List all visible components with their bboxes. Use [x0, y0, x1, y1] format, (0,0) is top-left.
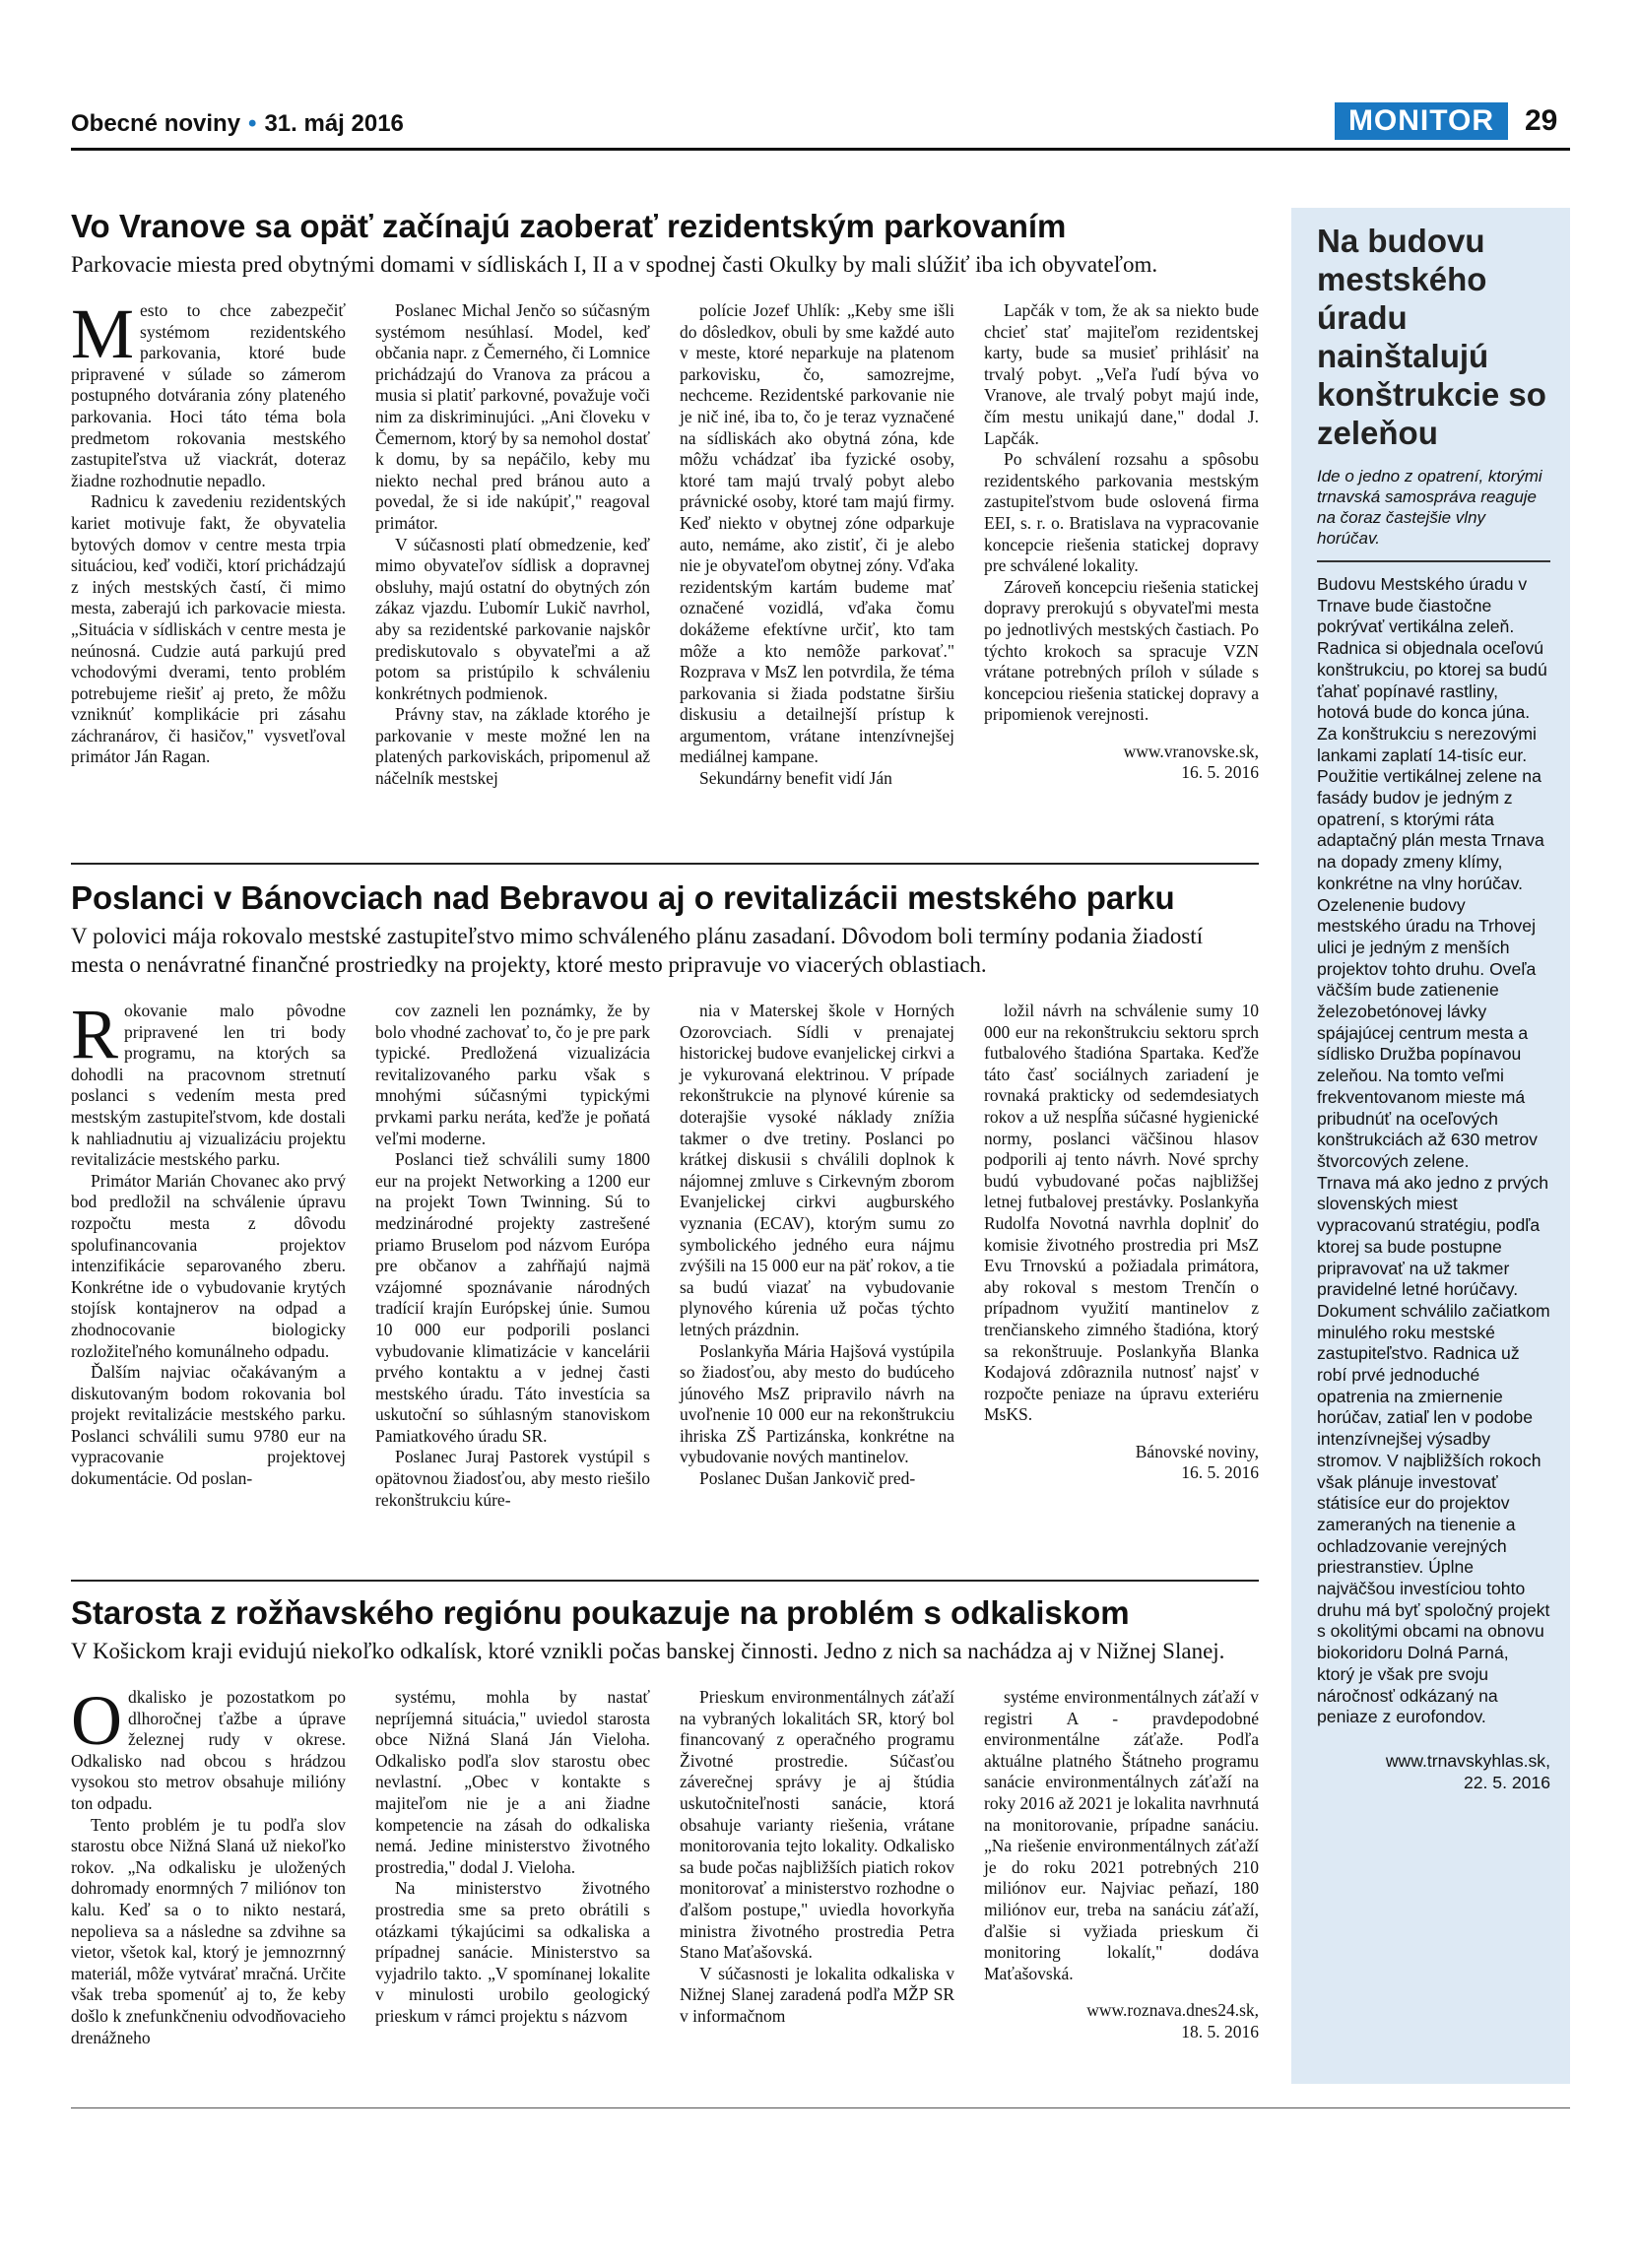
sidebar-paragraph: Budovu Mestského úradu v Trnave bude čiastočne pokrývať vertikálna zeleň. Radnica si objednala oceľovú konštrukciu, po ktorej sa budú ťahať popínavé rastliny, hotová bude do konca júna. Za konštrukciu s nerezovými lankami zaplatí 14-tisíc eur. [1317, 574, 1547, 765]
sidebar-paragraph: Použitie vertikálnej zelene na fasády budov je jedným z opatrení, s ktorými ráta adaptačný plán mesta Trnava na dopady zmeny klímy, konkrétne na vlny horúčav. [1317, 766, 1544, 893]
article-paragraph: Primátor Marián Chovanec ako prvý bod predložil na schválenie úpravu rozpočtu mesta z dôvodu spolufinancovania projektov intenzifikácie separovaného zberu. Konkrétne ide o vybudovanie krytých stojísk kontajnerov na odpad a zhodnocovanie biologicky rozložiteľného komunálneho odpadu. [71, 1170, 346, 1361]
article-columns [71, 995, 1259, 1511]
article-paragraph: Sekundárny benefit vidí Ján [699, 768, 892, 789]
article-column [71, 995, 346, 1511]
header-rule [71, 148, 1570, 151]
sidebar-paragraph: Trnava má ako jedno z prvých slovenských miest vypracovanú stratégiu, podľa ktorej sa bude postupne pripravovať na už takmer pravidelné letné horúčavy. Dokument schválilo začiatkom minulého roku mestské zastupiteľstvo. Radnica už robí prvé jednoduché opatrenia na zmiernenie horúčav, zatiaľ len v podobe intenzívnejšej výsadby stromov. V najbližších rokoch však plánuje investovať státisíce eur do projektov zameraných na tienenie a ochladzovanie verejných priestranstiev. Úplne najväčšou investíciou tohto druhu má byť spoločný projekt s okolitými obcami na obnovu biokoridoru Dolná Parná, ktorý je však pre svoju náročnosť odkázaný na peniaze z eurofondov. [1317, 1172, 1550, 1727]
footer-rule [71, 2107, 1570, 2108]
article-paragraph: Poslanci tiež schválili sumy 1800 eur na projekt Networking a 1200 eur na projekt Town Twinning. Sú to medzinárodné projekty zastrešené priamo Bruselom pod názvom Európa pre občanov a zahŕňajú najmä vzájomné spoznávanie národných tradícií krajín Európskej únie. Sumou 10 000 eur podporili poslanci vybudovanie klimatizácie v kancelárii prvého kontaktu a v jednej časti mestského úradu. Táto investícia sa uskutoční so súhlasným stanoviskom Pamiatkového úradu SR. [375, 1149, 650, 1446]
article-source-date: 18. 5. 2016 [1181, 2021, 1259, 2041]
section-badge: MONITOR [1335, 102, 1508, 140]
issue-date: 31. máj 2016 [264, 110, 404, 137]
sidebar-lead: Ide o jedno z opatrení, ktorými trnavská samospráva reaguje na čoraz častejšie vlny horúčav. [1317, 466, 1550, 562]
article-source [984, 1442, 1259, 1484]
article-source-site: www.roznava.dnes24.sk, [1086, 2000, 1259, 2021]
article-column [984, 1687, 1259, 2048]
article-source-date: 16. 5. 2016 [1181, 1462, 1259, 1483]
article-source-date: 16. 5. 2016 [1181, 762, 1259, 783]
article-column [984, 1001, 1259, 1511]
article-paragraph: Ďalším najviac očakávaným a diskutovaným bodom rokovania bol projekt revitalizácie mestského parku. Poslanci schválili sumu 9780 eur na vypracovanie projektovej dokumentácie. Od poslan- [71, 1362, 346, 1489]
article-columns [71, 294, 1259, 790]
article-paragraph: Zároveň koncepciu riešenia statickej dopravy prerokujú s obyvateľmi mesta po jednotlivých mestských častiach. Po týchto krokoch sa spracuje VZN vrátane potrebných príloh v súlade s koncepciou riešenia statickej dopravy a pripomienok verejnosti. [984, 576, 1259, 725]
article-column [984, 300, 1259, 790]
article-paragraph: systému, mohla by nastať nepríjemná situácia," uviedol starosta obce Nižná Slaná Ján Vieloha. Odkalisko podľa slov starostu obec nevlastní. „Obec v kontakte s majiteľom nie je a ani žiadne kompetencie na zásah do odkaliska nemá. Jedine ministerstvo životného prostredia," dodal J. Vieloha. [375, 1687, 650, 1877]
article-paragraph: Poslankyňa Mária Hajšová vystúpila so žiadosťou, aby mesto do budúceho júnového MsZ pripravilo návrh na uvoľnenie 10 000 eur na rekonštrukciu ihriska ZŠ Partizánska, konkrétne na vybudovanie nových mantinelov. [680, 1340, 954, 1467]
article-paragraph: ložil návrh na schválenie sumy 10 000 eur na rekonštrukciu sektoru sprch futbalového štadióna Spartaka. Keďže táto časť sociálnych zariadení je rovnaká prakticky od sedemdesiatych rokov a už nespĺňa súčasné hygienické normy, poslanci väčšinou hlasov podporili aj tento návrh. Nové sprchy budú vybudované počas najbližšej letnej futbalovej prestávky. Poslankyňa Rudolfa Novotná navrhla doplniť do komisie životného prostredia pri MsZ Evu Trnovskú a požiadala primátora, aby rokoval s mestom Trenčín o prípadnom využití mantinelov z trenčianskeho zimného štadióna, ktorý sa rekonštruuje. Poslankyňa Blanka Kodajová zdôraznila nutnosť najsť v rozpočte peniaze na úpravu exteriéru MsKS. [984, 1001, 1259, 1425]
article-paragraph: Právny stav, na základe ktorého je parkovanie v meste možné len na platených parkoviskách, pripomenul až náčelník mestskej [375, 704, 650, 789]
article-paragraph: Radnicu k zavedeniu rezidentských kariet motivuje fakt, že obyvatelia bytových domov v centre mesta trpia situáciou, keď vodiči, ktorí prichádzajú z iných mestských častí, či mimo mesta, zaberajú ich parkovacie miesta. „Situácia v sídliskách v centre mesta je neúnosná. Cudzie autá parkujú pred vchodovými dverami, tento problém potrebujeme riešiť aj preto, že môžu vzniknúť komplikácie pri zásahu záchranárov, či hasičov," vysvetľoval primátor Ján Ragan. [71, 491, 346, 767]
article-paragraph: Poslanec Juraj Pastorek vystúpil s opätovnou žiadosťou, aby mesto riešilo rekonštrukciu kúre- [375, 1447, 650, 1510]
article-column [680, 1001, 954, 1511]
page-number: 29 [1525, 104, 1558, 137]
article-paragraph: Na ministerstvo životného prostredia sme sa preto obrátili s otázkami týkajúcimi sa odkaliska a prípadnej sanácie. Ministerstvo sa vyjadrilo takto. „V spomínanej lokalite v minulosti urobilo geologický prieskum v rámci projektu s názvom [375, 1878, 650, 2026]
article-paragraph: Po schválení rozsahu a spôsobu rezidentského parkovania mestským zastupiteľstvom bude oslovená firma EEI, s. r. o. Bratislava na vypracovanie koncepcie riešenia statickej dopravy pre schválené lokality. [984, 449, 1259, 576]
article-paragraph: Tento problém je tu podľa slov starostu obce Nižná Slaná už niekoľko rokov. „Na odkalisku je uložených dohromady enormných 7 miliónov ton kalu. Keď sa o to nikto nestará, nepolieva sa a následne sa zdvihne sa vietor, všetok kal, ktorý je jemnozrnný materiál, môže vytvárať mračná. Určite však treba spomenúť aj to, že keby došlo k znefunkčneniu odvodňovacieho drenážneho [71, 1814, 346, 2047]
article-divider [71, 863, 1259, 865]
article-banovce-park [71, 878, 1259, 1511]
sidebar-source [1317, 1750, 1550, 1793]
article-paragraph-text: okovanie malo pôvodne pripravené len tri body programu, na ktorých sa dohodli na pracovnom stretnutí poslanci s vedením mesta pred mestským zastupiteľstvom, kde dostali k nahliadnutiu aj vizualizáciu projektu revitalizácie mestského parku. [71, 1001, 346, 1170]
article-paragraph: cov zazneli len poznámky, že by bolo vhodné zachovať to, čo je pre park typické. Predložená vizualizácia revitalizovaného parku však s mnohými súčasnými typickými prvkami parku neráta, keďže je poňatá veľmi moderne. [375, 1001, 650, 1148]
sidebar-body [1317, 574, 1550, 1728]
sidebar-paragraph: Ozelenenie budovy mestského úradu na Trhovej ulici je jedným z menších projektov tohto druhu. Oveľa väčším bude zatienenie železobetónovej lávky spájajúcej centrum mesta a sídlisko Družba popínavou zeleňou. Na tomto veľmi frekventovanom mieste má pribudnúť na oceľových konštrukciách až 630 metrov štvorcových zelene. [1317, 894, 1538, 1171]
article-title: Vo Vranove sa opäť začínajú zaoberať rezidentským parkovaním [71, 208, 1067, 244]
article-source-site: Bánovské noviny, [1135, 1441, 1259, 1461]
article-subtitle: Parkovacie miesta pred obytnými domami v sídliskách I, II a v spodnej časti Okulky by mali slúžiť iba ich obyvateľom. [71, 252, 1158, 277]
article-subtitle: V polovici mája rokovalo mestské zastupiteľstvo mimo schváleného plánu zasadaní. Dôvodom boli termíny podania žiadostí mesta o nenávratné finančné prostriedky na projekty, ktoré mesto pripravuje vo viacerých oblastiach. [71, 924, 1204, 977]
drop-cap: M [71, 294, 135, 373]
article-paragraph-text: esto to chce zabezpečiť systémom rezidentského parkovania, ktoré bude pripravené v súlade so zámerom postupného dotvárania zóny plateného parkovania. Hoci táto téma bola predmetom rokovania mestského zastupiteľstva už viackrát, doteraz žiadne rozhodnutie nepadlo. [71, 300, 346, 490]
sidebar-source-site: www.trnavskyhlas.sk, [1385, 1750, 1550, 1771]
drop-cap: R [71, 995, 119, 1073]
article-column [680, 1687, 954, 2048]
article-subtitle: V Košickom kraji evidujú niekoľko odkalísk, ktoré vznikli počas banskej činnosti. Jedno z nich sa nachádza aj v Nižnej Slanej. [71, 1639, 1225, 1663]
article-source [984, 2000, 1259, 2042]
separator-dot: • [248, 110, 257, 137]
publication-line [71, 110, 404, 138]
article-paragraph: polície Jozef Uhlík: „Keby sme išli do dôsledkov, obuli by sme každé auto v meste, ktoré neparkuje na platenom parkovisku, čo, samozrejme, nechceme. Rezidentské parkovanie nie je nič iné, iba to, čo je teraz vyznačené na sídliskách ako obytná zóna, kde môžu vchádzať iba fyzické osoby, ktoré tam majú trvalý pobyt alebo právnické osoby, ktoré tam majú firmy. Keď niekto v obytnej zóne odparkuje auto, nemáme, ako zistiť, či je alebo nie je obyvateľom obytnej zóny. Vďaka rezidentským kartám budeme mať označené vozidlá, vďaka čomu dokážeme efektívne určiť, kto tam môže a kto nemôže parkovať." Rozprava v MsZ len potvrdila, že téma parkovania si žiada podstatne širšiu diskusiu a detailnejší prístup k argumentom, vrátane intenzívnejšej mediálnej kampane. [680, 300, 954, 767]
article-title: Poslanci v Bánovciach nad Bebravou aj o revitalizácii mestského parku [71, 879, 1175, 916]
article-paragraph: V súčasnosti je lokalita odkaliska v Nižnej Slanej zaradená podľa MŽP SR v informačnom [680, 1963, 954, 2026]
article-column [71, 294, 346, 790]
article-vranov-parking [71, 207, 1259, 790]
article-column [680, 300, 954, 790]
page-header [71, 98, 1568, 144]
article-paragraph-text: dkalisko je pozostatkom po dlhoročnej ťažbe a úprave železnej rudy v okrese. Odkalisko nad obcou s hrádzou vysokou sto metrov obsahuje milióny ton odpadu. [71, 1687, 346, 1813]
article-column [71, 1681, 346, 2048]
article-paragraph: V súčasnosti platí obmedzenie, keď mimo obyvateľov sídlisk a dopravnej obsluhy, majú ostatní do obytných zón zákaz vjazdu. Ľubomír Lukič navrhol, aby sa rezidentské parkovanie najskôr prediskutovalo s obyvateľmi a až potom sa pristúpilo k schváleniu konkrétnych podmienok. [375, 534, 650, 703]
article-paragraph: Lapčák v tom, že ak sa niekto bude chcieť stať majiteľom rezidentskej karty, bude sa musieť prihlásiť na trvalý pobyt. „Veľa ľudí býva vo Vranove, ale trvalý pobyt majú inde, čím mestu unikajú dane," dodal J. Lapčák. [984, 300, 1259, 448]
article-source [984, 742, 1259, 784]
article-paragraph: Poslanec Dušan Jankovič pred- [699, 1468, 916, 1489]
article-paragraph: systéme environmentálnych záťaží v registri A - pravdepodobné environmentálne záťaže. Podľa aktuálne platného Štátneho programu sanácie environmentálnych záťaží na roky 2016 až 2021 je lokalita navrhnutá na monitorovanie, prípadne sanáciu. „Na riešenie environmentálnych záťaží je do roku 2021 potrebných 210 miliónov eur. Najviac peňazí, 180 miliónov eur, treba na sanáciu záťaží, ďalšie si vyžiada prieskum či monitoring lokalít," dodáva Maťašovská. [984, 1687, 1259, 1983]
article-divider [71, 1580, 1259, 1582]
article-columns [71, 1681, 1259, 2048]
sidebar-source-date: 22. 5. 2016 [1463, 1772, 1550, 1792]
article-paragraph: Poslanec Michal Jenčo so súčasným systémom nesúhlasí. Model, keď občania napr. z Čemerného, či Lomnice prichádzajú do Vranova za prácou a musia si platiť parkovné, považuje voči nim za diskriminujúci. „Ani človeku v Čemernom, ktorý by sa nemohol dostať k domu, by sa nepáčilo, keby mu niekto nechal pred bránou auto a povedal, že si ide nakúpiť," reagoval primátor. [375, 300, 650, 533]
article-column [375, 1001, 650, 1511]
article-source-site: www.vranovske.sk, [1123, 741, 1259, 761]
article-title: Starosta z rožňavského regiónu poukazuje na problém s odkaliskom [71, 1594, 1130, 1631]
drop-cap: O [71, 1681, 122, 1760]
sidebar-box [1291, 208, 1570, 2084]
sidebar-title: Na budovu mestského úradu nainštalujú konštrukcie so zeleňou [1317, 223, 1546, 451]
article-paragraph: Prieskum environmentálnych záťaží na vybraných lokalitách SR, ktorý bol financovaný z operačného programu Životné prostredie. Súčasťou záverečnej správy je aj štúdia uskutočniteľnosti sanácie, ktorá obsahuje varianty riešenia, vrátane monitorovania tejto lokality. Odkalisko sa bude počas najbližších piatich rokov monitorovať a ministerstvo rozhodne o ďalšom postupe," uviedla hovorkyňa ministra životného prostredia Petra Stano Maťašovská. [680, 1687, 954, 1963]
article-roznava-tailings [71, 1593, 1259, 2048]
article-paragraph: nia v Materskej škole v Horných Ozorovciach. Sídli v prenajatej historickej budove evanjelickej cirkvi a je vykurovaná elektrinou. V prípade rekonštrukcie na plynové kúrenie sa doterajšie vysoké náklady znížia takmer o dve tretiny. Poslanci po krátkej diskusii s chválili doplnok k nájomnej zmluve s Cirkevným zborom Evanjelickej cirkvi augburského vyznania (ECAV), ktorým sumu zo symbolického jedného eura nájmu zvýšili na 15 000 eur na päť rokov, a tie sa budú viazať na vybudovanie plynového kúrenia už počas týchto letných prázdnin. [680, 1001, 954, 1339]
publication-name: Obecné noviny [71, 110, 241, 137]
article-column [375, 1687, 650, 2048]
article-column [375, 300, 650, 790]
